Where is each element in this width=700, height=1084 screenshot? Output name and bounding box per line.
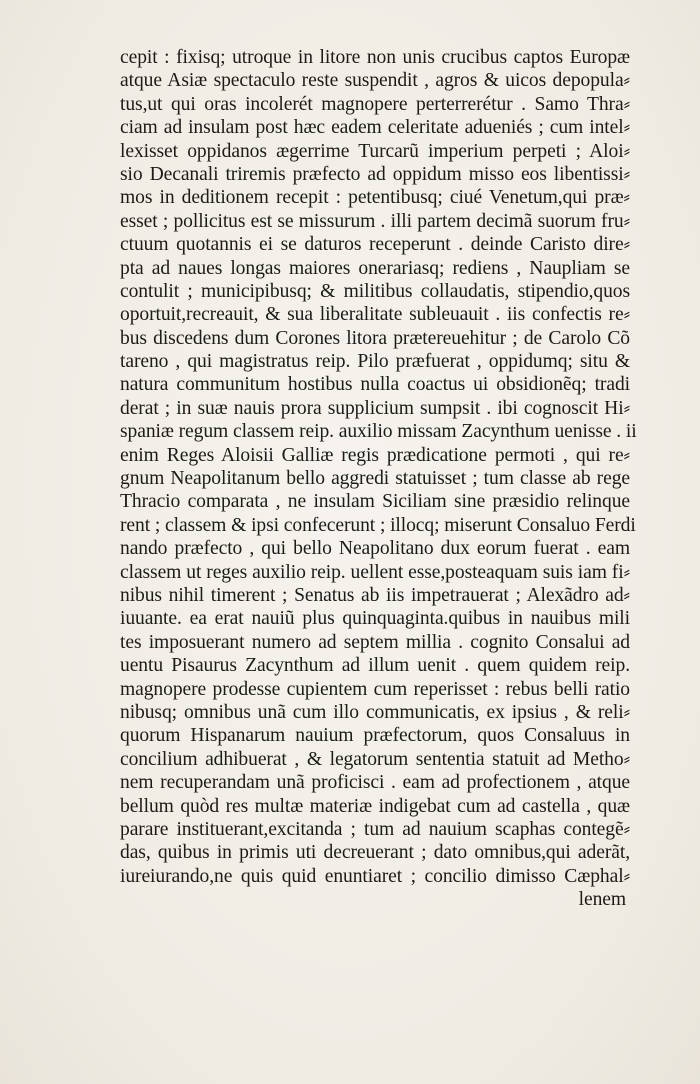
text-line: tus,ut qui oras incolerét magnopere perterrerétur . Samo Thra⸗ — [120, 93, 630, 115]
text-line: sio Decanali triremis præfecto ad oppidum misso eos libentissi⸗ — [120, 163, 630, 185]
text-line: oportuit,recreauit, & sua liberalitate subleuauit . iis confectis re⸗ — [120, 304, 630, 326]
text-line: uentu Pisaurus Zacynthum ad illum uenit . quem quidem reip. — [120, 655, 630, 677]
text-line: tareno , qui magistratus reip. Pilo præfuerat , oppidumq; situ & — [120, 351, 630, 373]
text-line: iuuante. ea erat nauiũ plus quinquaginta.quibus in nauibus mili — [120, 608, 630, 630]
text-line: iureiurando,ne quis quid enuntiaret ; concilio dimisso Cæphal⸗ — [120, 865, 630, 887]
text-line: enim Reges Aloisii Galliæ regis prædicatione permoti , qui re⸗ — [120, 444, 630, 466]
text-line: natura communitum hostibus nulla coactus ui obsidionẽq; tradi — [120, 374, 630, 396]
text-line: mos in deditionem recepit : petentibusq; ciué Venetum,qui præ⸗ — [120, 187, 630, 209]
text-line: quorum Hispanarum nauium præfectorum, quos Consaluus in — [120, 725, 630, 747]
text-line: cepit : fixisq; utroque in litore non unis crucibus captos Europæ — [120, 47, 630, 68]
text-line: bus discedens dum Corones litora prætereuehitur ; de Carolo Cõ — [120, 327, 630, 349]
text-line: tes imposuerant numero ad septem millia . cognito Consalui ad — [120, 631, 630, 653]
text-line: bellum quòd res multæ materiæ indigebat cum ad castella , quæ — [120, 795, 630, 817]
text-line: ciam ad insulam post hæc eadem celeritate adueniés ; cum intel⸗ — [120, 117, 630, 139]
text-line: atque Asiæ spectaculo reste suspendit , agros & uicos depopula⸗ — [120, 70, 630, 92]
text-line: ctuum quotannis ei se daturos receperunt . deinde Caristo dire⸗ — [120, 234, 630, 256]
text-line: lexisset oppidanos ægerrime Turcarũ imperium perpeti ; Aloi⸗ — [120, 140, 630, 162]
latin-text-block — [120, 46, 637, 911]
text-line: concilium adhibuerat , & legatorum sententia statuit ad Metho⸗ — [120, 748, 630, 770]
text-line: nando præfecto , qui bello Neapolitano dux eorum fuerat . eam — [120, 538, 630, 560]
text-line: parare instituerant,excitanda ; tum ad nauium scaphas contegẽ⸗ — [120, 818, 630, 840]
text-line: nibus nihil timerent ; Senatus ab iis impetrauerat ; Alexãdro ad⸗ — [120, 584, 630, 606]
text-line: Thracio comparata , ne insulam Siciliam sine præsidio relinque — [120, 491, 630, 513]
text-line: magnopere prodesse cupientem cum reperisset : rebus belli ratio — [120, 678, 630, 700]
text-line: das, quibus in primis uti decreuerant ; dato omnibus,qui aderãt, — [120, 842, 630, 864]
text-line: gnum Neapolitanum bello aggredi statuisset ; tum classe ab rege — [120, 468, 630, 490]
text-line: pta ad naues longas maiores onerariasq; rediens , Naupliam se — [120, 257, 630, 279]
catchword: lenem — [578, 889, 626, 911]
text-line: nibusq; omnibus unã cum illo communicatis, ex ipsius , & reli⸗ — [120, 701, 630, 723]
text-line: classem ut reges auxilio reip. uellent esse,posteaquam suis iam fi⸗ — [120, 561, 630, 583]
text-line: esset ; pollicitus est se missurum . illi partem decimã suorum fru⸗ — [120, 210, 630, 232]
text-line: nem recuperandam unã proficisci . eam ad profectionem , atque — [120, 772, 630, 794]
text-line: rent ; classem & ipsi confecerunt ; illocq; miserunt Consaluo Ferdi — [120, 514, 636, 536]
text-line: spaniæ regum classem reip. auxilio missam Zacynthum uenisse . ii — [120, 421, 637, 443]
text-line: contulit ; municipibusq; & militibus collaudatis, stipendio,quos — [120, 280, 630, 302]
text-line: derat ; in suæ nauis prora supplicium sumpsit . ibi cognoscit Hi⸗ — [120, 397, 630, 419]
